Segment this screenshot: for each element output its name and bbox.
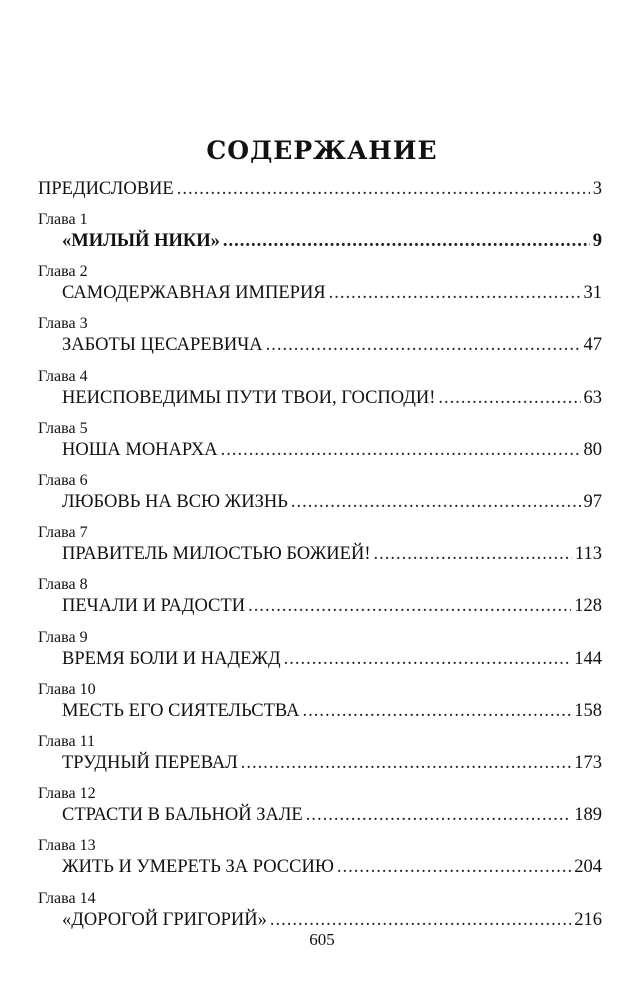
chapter-label: Глава 11: [38, 733, 95, 750]
toc-entry-title: «ДОРОГОЙ ГРИГОРИЙ»: [62, 909, 267, 930]
toc-entry-title: ТРУДНЫЙ ПЕРЕВАЛ: [62, 753, 238, 773]
chapter-label: Глава 2: [38, 263, 88, 281]
toc-entry-page: 144: [574, 648, 602, 669]
toc-entry-title: ЗАБОТЫ ЦЕСАРЕВИЧА: [62, 335, 263, 356]
toc-entry-title: СТРАСТИ В БАЛЬНОЙ ЗАЛЕ: [62, 805, 303, 826]
toc-entry-chapter-1: [62, 230, 602, 252]
chapter-label: Глава 5: [38, 419, 88, 437]
leader-dots: [223, 230, 590, 252]
chapter-label: Глава 9: [38, 628, 88, 646]
toc-entry-title: НЕИСПОВЕДИМЫ ПУТИ ТВОИ, ГОСПОДИ!: [62, 387, 436, 408]
toc-entry-page: 63: [583, 387, 602, 408]
toc-entry-page: 47: [583, 335, 602, 356]
chapter-label: Глава 12: [38, 785, 96, 803]
toc-entry-title: ПРАВИТЕЛЬ МИЛОСТЬЮ БОЖИЕЙ!: [62, 544, 371, 565]
chapter-label: Глава 1: [38, 211, 88, 228]
toc-entry-page: 173: [574, 753, 602, 773]
leader-dots: [374, 543, 572, 565]
chapter-label: Глава 14: [38, 889, 96, 907]
toc-entry-page: 189: [574, 805, 602, 826]
leader-dots: [329, 282, 581, 304]
toc-entry-page: 31: [583, 283, 602, 304]
leader-dots: [337, 856, 571, 878]
chapter-label: Глава 13: [38, 837, 96, 855]
leader-dots: [221, 439, 581, 461]
chapter-label: Глава 10: [38, 680, 96, 698]
toc-entry-chapter-6: [62, 491, 602, 513]
toc-entry-chapter-2: [62, 282, 602, 304]
toc-entry-title: САМОДЕРЖАВНАЯ ИМПЕРИЯ: [62, 283, 326, 304]
toc-entry-chapter-13: [62, 856, 602, 878]
toc-entry-preface: [38, 178, 602, 200]
leader-dots: [177, 178, 590, 200]
toc-entry-chapter-3: [62, 334, 602, 356]
toc-entry-chapter-9: [62, 648, 602, 670]
chapter-label: Глава 4: [38, 367, 88, 385]
chapter-label: Глава 8: [38, 576, 88, 594]
toc-entry-chapter-10: [62, 700, 602, 722]
toc-entry-chapter-7: [62, 543, 602, 565]
toc-entry-chapter-4: [62, 387, 602, 409]
leader-dots: [302, 700, 571, 722]
toc-entry-page: 9: [592, 231, 602, 251]
leader-dots: [284, 648, 572, 670]
leader-dots: [270, 909, 571, 931]
toc-entry-chapter-11: [62, 752, 602, 774]
toc-entry-title: ВРЕМЯ БОЛИ И НАДЕЖД: [62, 648, 281, 669]
page-title: СОДЕРЖАНИЕ: [206, 136, 438, 165]
toc-entry-page: 3: [592, 179, 602, 199]
leader-dots: [291, 491, 581, 513]
leader-dots: [306, 804, 572, 826]
toc-entry-chapter-12: [62, 804, 602, 826]
chapter-label: Глава 6: [38, 472, 88, 489]
toc-entry-chapter-8: [62, 595, 602, 617]
toc-entry-title: «МИЛЫЙ НИКИ»: [62, 231, 220, 251]
toc-entry-chapter-14: [62, 909, 602, 931]
leader-dots: [438, 387, 580, 409]
toc-entry-page: 113: [574, 544, 602, 565]
toc-entry-page: 216: [574, 909, 602, 930]
toc-entry-page: 204: [574, 857, 602, 878]
leader-dots: [266, 334, 581, 356]
toc-entry-page: 158: [574, 700, 602, 721]
toc-entry-title: ПРЕДИСЛОВИЕ: [38, 179, 174, 199]
chapter-label: Глава 3: [38, 315, 88, 333]
page-number: 605: [309, 930, 335, 949]
leader-dots: [241, 752, 571, 774]
toc-entry-page: 80: [583, 439, 602, 460]
toc-entry-title: ЛЮБОВЬ НА ВСЮ ЖИЗНЬ: [62, 492, 288, 512]
chapter-label: Глава 7: [38, 524, 88, 542]
toc-entry-title: ЖИТЬ И УМЕРЕТЬ ЗА РОССИЮ: [62, 857, 334, 878]
toc-entry-title: МЕСТЬ ЕГО СИЯТЕЛЬСТВА: [62, 700, 300, 721]
toc-entry-chapter-5: [62, 439, 602, 461]
leader-dots: [248, 595, 571, 617]
toc-entry-page: 128: [574, 596, 602, 617]
toc-entry-title: НОША МОНАРХА: [62, 439, 218, 460]
toc-entry-page: 97: [583, 492, 602, 512]
toc-entry-title: ПЕЧАЛИ И РАДОСТИ: [62, 596, 246, 617]
